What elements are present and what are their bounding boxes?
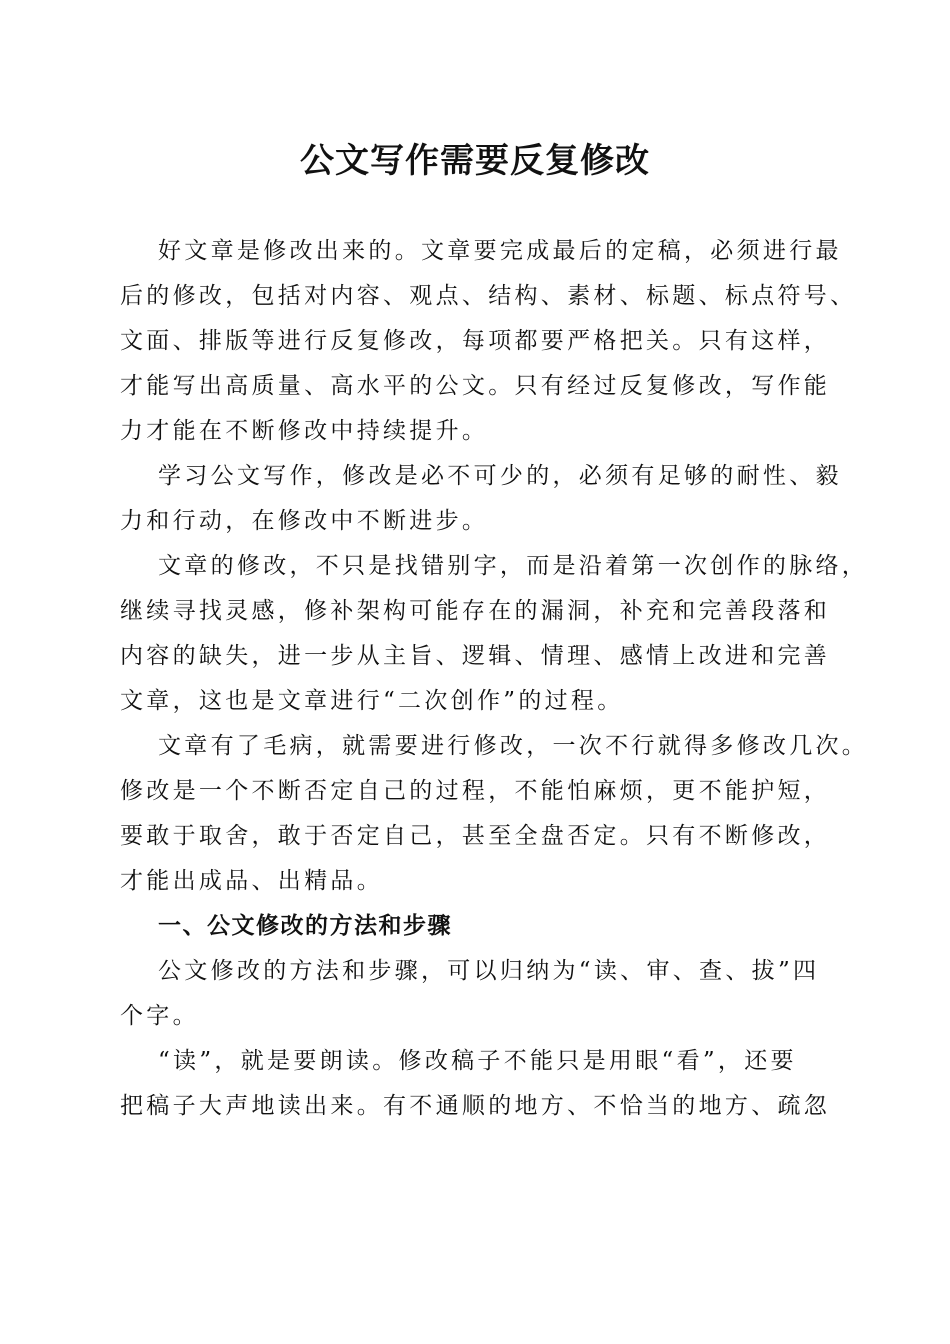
paragraph-line: 才能出成品、出精品。 [120,868,383,894]
paragraph-line: 个字。 [120,1003,199,1029]
document-title: 公文写作需要反复修改 [300,141,650,181]
paragraph-line: 内容的缺失，进一步从主旨、逻辑、情理、感情上改进和完善 [120,643,831,669]
document-body [120,229,869,1129]
paragraph-line: 修改是一个不断否定自己的过程，不能怕麻烦，更不能护短， [120,778,831,804]
paragraph-line: 力和行动，在修改中不断进步。 [120,508,489,534]
paragraph-line: 把稿子大声地读出来。有不通顺的地方、不恰当的地方、疏忽 [120,1093,831,1119]
paragraph-line: 继续寻找灵感，修补架构可能存在的漏洞，补充和完善段落和 [120,598,831,624]
paragraph-line: 要敢于取舍，敢于否定自己，甚至全盘否定。只有不断修改， [120,823,831,849]
section-heading: 一、公文修改的方法和步骤 [158,913,452,939]
paragraph-line: 公文修改的方法和步骤，可以归纳为“读、审、查、拔”四 [158,958,820,984]
paragraph-line: “读”，就是要朗读。修改稿子不能只是用眼“看”，还要 [158,1048,797,1074]
paragraph-line: 文面、排版等进行反复修改，每项都要严格把关。只有这样， [120,328,831,354]
paragraph-line: 文章，这也是文章进行“二次创作”的过程。 [120,688,624,714]
paragraph-line: 才能写出高质量、高水平的公文。只有经过反复修改，写作能 [120,373,831,399]
paragraph-line: 学习公文写作，修改是必不可少的，必须有足够的耐性、毅 [158,463,842,489]
paragraph-line: 文章的修改，不只是找错别字，而是沿着第一次创作的脉络， [158,553,869,579]
paragraph-line: 好文章是修改出来的。文章要完成最后的定稿，必须进行最 [158,238,842,264]
paragraph-line: 文章有了毛病，就需要进行修改，一次不行就得多修改几次。 [158,733,869,759]
paragraph-line: 后的修改，包括对内容、观点、结构、素材、标题、标点符号、 [120,283,857,309]
paragraph-line: 力才能在不断修改中持续提升。 [120,418,489,444]
